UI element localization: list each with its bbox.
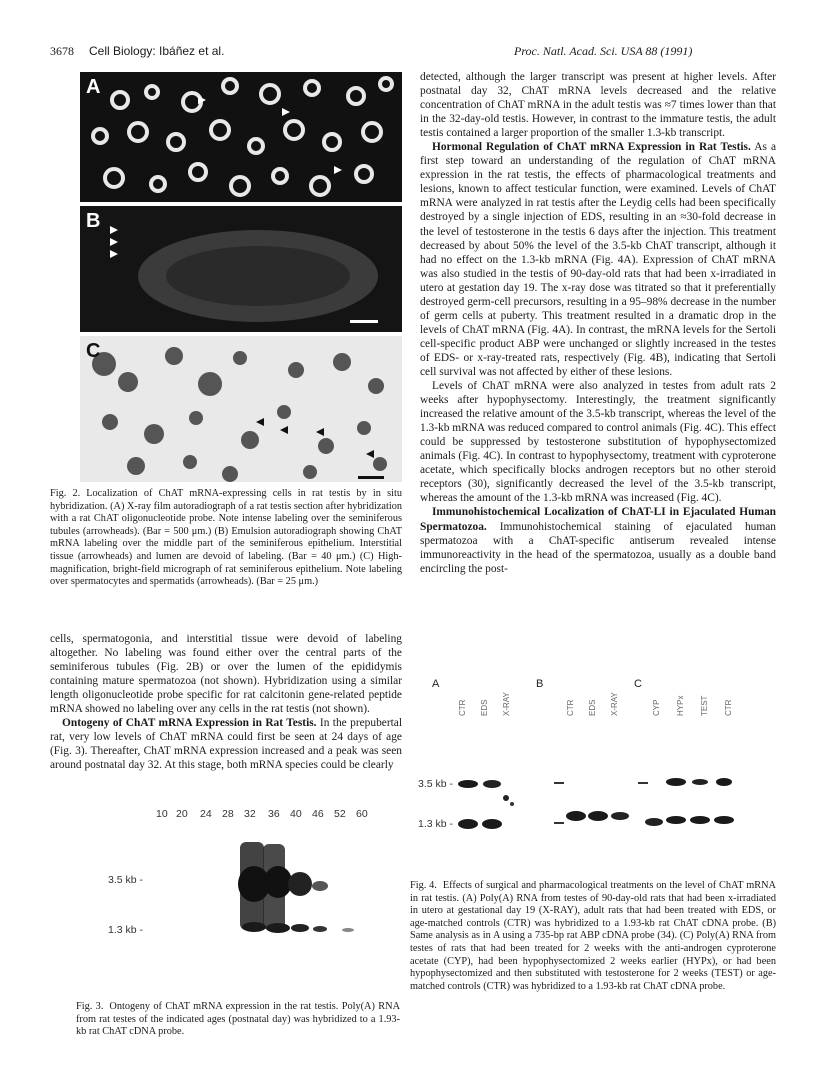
right-column-text <box>420 70 776 576</box>
section-title: Cell Biology: Ibáñez et al. <box>89 44 225 58</box>
panel-label-a: A <box>86 76 101 98</box>
age-label: 60 <box>356 808 368 820</box>
running-header-left <box>50 44 224 59</box>
micrograph-b-image <box>80 206 402 332</box>
micrograph-c-image <box>80 336 402 482</box>
fig4-band-label-1-3kb: 1.3 kb - <box>418 818 454 830</box>
age-label: 40 <box>290 808 302 820</box>
immuno-heading: Immunohistochemical Localization of ChAT-LI in Ejaculated Human Spermatozoa. <box>420 506 776 533</box>
fig3-band-label-3-5kb: 3.5 kb - <box>108 874 144 886</box>
panel-label-c: C <box>86 340 101 362</box>
fig4-panel-letter-a: A <box>432 678 440 690</box>
fig4-panel-letter-c: C <box>634 678 642 690</box>
fig4-panel-letter-b: B <box>536 678 544 690</box>
fig4-lane-label: X-RAY <box>502 692 511 716</box>
fig4-lane-label: CTR <box>566 699 575 716</box>
fig4-lane-label: CTR <box>458 699 467 716</box>
figure3-caption-label: Fig. 3. <box>76 1001 104 1012</box>
fig4-lane-label: X-RAY <box>610 692 619 716</box>
ontogeny-text: In the prepubertal rat, very low levels of ChAT mRNA could first be seen at 24 days of age (Fig. 3). Thereafter, ChAT mRNA expression increased and a peak was seen around postnatal day 32. At this stage, both mRNA species could be clearly <box>50 717 402 772</box>
micrograph-a-image <box>80 72 402 202</box>
hormonal-heading: Hormonal Regulation of ChAT mRNA Expression in Rat Testis. <box>432 141 751 154</box>
fig4-lane-label: EDS <box>480 699 489 716</box>
fig4-lane-label: EDS <box>588 699 597 716</box>
age-label: 52 <box>334 808 346 820</box>
hormonal-paragraph <box>420 140 776 379</box>
hormonal-text: As a first step toward an understanding of the regulation of ChAT mRNA expression in the rat testis, the effects of pharmacological treatments and lesions, known to affect testicular function, were examined. Levels of ChAT mRNA were analyzed in rat testis after the Leydig cells had been specifically destroyed by a single injection of EDS, resulting in an ≈30-fold decrease in the level of testosterone in the testis 6 days after the injection. This treatment decreased by about 50% the level of the 3.5-kb ChAT transcript, although it had no effect on the 1.3-kb mRNA (Fig. 4A). Expression of ChAT mRNA was also studied in the testis of 90-day-old rats that had been x-irradiated in utero at gestation day 19. The x-ray dose was titrated so that it preferentially destroyed germ-cell precursors, resulting in a 95–98% decrease in the number of germ cells at puberty. This treatment resulted in a dramatic drop in the levels of ChAT mRNA (Fig. 4A). In contrast, the mRNA levels for the Sertoli cell-specific product ABP were unchanged or slightly increased in the testes of EDS- or x-ray-treated rats, respectively (Fig. 4B), indicating that Sertoli cell survival was not affected by either of these lesions. <box>420 141 777 378</box>
figure3-caption-text: Ontogeny of ChAT mRNA expression in the rat testis. Poly(A) RNA from rat testes of the indicated ages (postnatal day) was hybridized to a 1.93-kb rat ChAT cDNA probe. <box>76 1001 401 1038</box>
figure2-panel-b <box>80 206 402 332</box>
figure3-caption <box>76 1001 400 1039</box>
left-column-text <box>50 632 402 772</box>
immuno-text: Immunohistochemical staining of ejaculated human spermatozoa with a ChAT-specific antiserum revealed intense immunoreactivity in the head of the spermatozoa, usually as a double band encircling the post- <box>420 520 776 575</box>
figure4-caption-label: Fig. 4. <box>410 880 437 891</box>
figure2-caption-text: Localization of ChAT mRNA-expressing cells in rat testis by in situ hybridization. (A) X-ray film autoradiograph of a rat testis section after hybridization with a rat ChAT oligonucleotide probe. Note intense labeling over the seminiferous tubules (arrowheads). (Bar = 500 μm.) (B) Emulsion autoradiograph showing ChAT mRNA labeling over the middle part of the seminiferous epithelium. Interstitial tissue (arrowheads) and lumen are devoid of labeling. (Bar = 40 μm.) (C) High-magnification, bright-field micrograph of rat seminiferous epithelium. Note labeling over spermatocytes and spermatids (arrowheads). (Bar = 25 μm.) <box>50 488 402 588</box>
figure2-caption <box>50 488 402 589</box>
age-label: 10 <box>156 808 168 820</box>
age-label: 20 <box>176 808 188 820</box>
age-label: 46 <box>312 808 324 820</box>
page-number: 3678 <box>50 44 74 58</box>
figure3-northern-blot <box>150 830 380 950</box>
panel-label-b: B <box>86 210 101 232</box>
ontogeny-paragraph <box>50 716 402 772</box>
age-label: 32 <box>244 808 256 820</box>
fig4-band-label-3-5kb: 3.5 kb - <box>418 778 454 790</box>
immuno-paragraph <box>420 505 776 575</box>
fig4-lane-label: TEST <box>700 695 709 716</box>
age-label: 28 <box>222 808 234 820</box>
ontogeny-heading: Ontogeny of ChAT mRNA Expression in Rat Testis. <box>62 717 317 730</box>
fig4-lane-label: CTR <box>724 699 733 716</box>
fig4-lane-label: CYP <box>652 699 661 716</box>
right-paragraph-3: Levels of ChAT mRNA were also analyzed in testes from adult rats 2 weeks after hypophysectomy. Interestingly, the treatment significantly increased the relative amount of the 3.5-kb transcript, whereas the level of the 1.3-kb mRNA was reduced compared to control animals (Fig. 4C). This effect could be suppressed by testosterone substitution of hypophysectomized animals (Fig. 4C). In contrast to hypophysectomy, treatment with cyproterone acetate, which specifically blocks androgen receptors but no other steroid receptors (30), significantly decreased the level of the 3.5-kb transcript, whereas the amount of the 1.3-kb mRNA was increased (Fig. 4C). <box>420 380 776 505</box>
left-paragraph-1: cells, spermatogonia, and interstitial tissue were devoid of labeling altogether. No labeling was found either over the central parts of the seminiferous tubules (Fig. 2B) or over the lumen of the epididymis containing mature spermatozoa (not shown). Hybridization using a similar length oligonucleotide probe specific for rat calcitonin gene-related peptide mRNA showed no labeling over any cells in the rat testis (not shown). <box>50 633 402 716</box>
journal-citation: Proc. Natl. Acad. Sci. USA 88 (1991) <box>514 44 693 58</box>
figure2-panel-a <box>80 72 402 202</box>
figure2-caption-label: Fig. 2. <box>50 488 81 499</box>
fig3-band-label-1-3kb: 1.3 kb - <box>108 924 144 936</box>
fig4-lane-label: HYPx <box>676 695 685 716</box>
figure4-northern-blot <box>450 764 750 844</box>
age-label: 24 <box>200 808 212 820</box>
figure4-caption-text: Effects of surgical and pharmacological treatments on the level of ChAT mRNA in rat testis. (A) Poly(A) RNA from testes of 90-day-old rats that had been x-irradiated in utero at gestational day 19 (X-RAY), adult rats that had been treated with EDS, or age-matched controls (CTR) was hybridized to a 1.93-kb rat ChAT cDNA probe. (B) Same analysis as in A using a 735-bp rat ABP cDNA probe (34). (C) Poly(A) RNA from testes of rats that had been treated for 2 weeks with the anti-androgen cyproterone acetate (CYP), had been hypophysectomized 2 weeks earlier (HYPx), or had been hypophysectomized and then substituted with testosterone for 2 weeks (TEST) or age-matched controls (CTR) was hybridized to a 1.93-kb rat ChAT cDNA probe. <box>410 880 776 992</box>
figure4-caption <box>410 880 776 993</box>
age-label: 36 <box>268 808 280 820</box>
right-paragraph-1: detected, although the larger transcript was present at higher levels. After postnatal day 32, ChAT mRNA levels decreased and the relative concentration of ChAT mRNA in the adult testis was ≈7 times lower than that in the 32-day-old testis. However, in contrast to the immature testis, the adult testis contained a larger proportion of the smaller 1.3-kb transcript. <box>420 71 776 140</box>
figure2-panel-c <box>80 336 402 482</box>
